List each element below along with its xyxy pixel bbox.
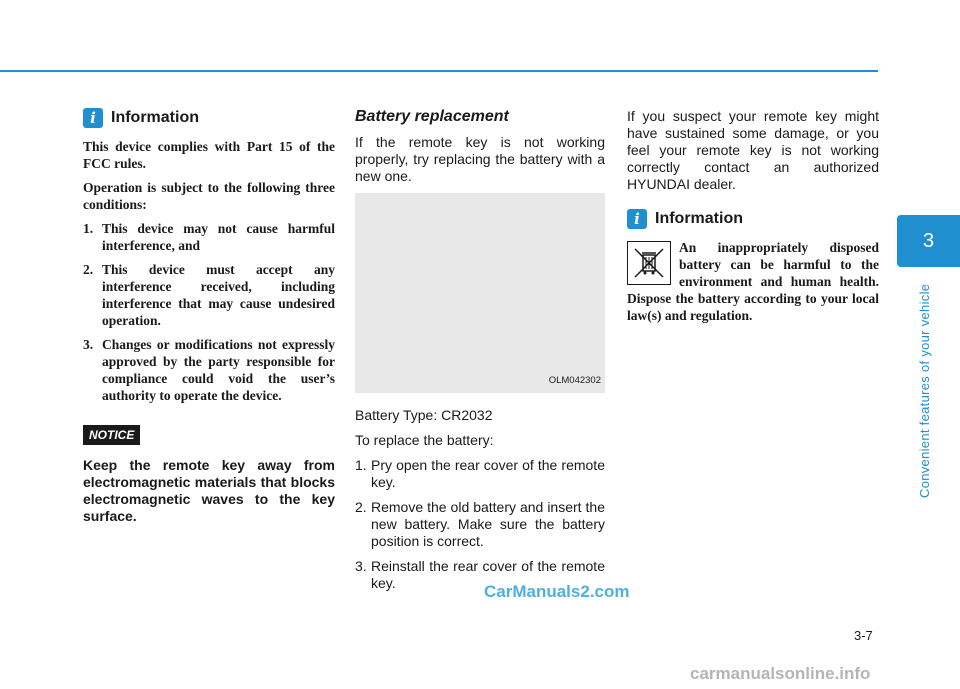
list-number: 3. <box>355 558 367 574</box>
disposal-information <box>627 239 879 324</box>
list-item <box>83 336 335 404</box>
chapter-tab <box>897 215 960 267</box>
list-number: 1. <box>355 457 367 473</box>
crossed-bin-icon <box>627 241 671 285</box>
battery-type: Battery Type: CR2032 <box>355 407 493 423</box>
info-header <box>627 209 879 229</box>
list-number: 1. <box>83 221 94 236</box>
chapter-title: Convenient features of your vehicle <box>917 283 932 498</box>
notice-text: Keep the remote key away from electromagnetic materials that blocks electromagnetic waves to the key surface. <box>83 457 335 524</box>
footer-site: carmanualsonline.info <box>690 664 871 683</box>
info-title: Information <box>111 109 199 126</box>
list-item <box>355 457 605 491</box>
list-item <box>355 499 605 550</box>
list-text: Pry open the rear cover of the remote key. <box>371 457 605 490</box>
conditions-intro: Operation is subject to the following three conditions: <box>83 180 335 212</box>
fcc-information <box>83 138 335 404</box>
list-text: This device must accept any interference received, including interference that may cause undesired operation. <box>102 262 335 328</box>
list-number: 3. <box>83 337 94 352</box>
column-left <box>83 108 335 525</box>
page-number: 3-7 <box>854 628 873 643</box>
disposal-text: An inappropriately disposed battery can be harmful to the environment and human health. Dispose the battery according to your local law(s) and regulation. <box>627 240 879 323</box>
column-middle <box>355 108 605 600</box>
list-number: 2. <box>83 262 94 277</box>
info-title: Information <box>655 210 743 227</box>
steps-intro: To replace the battery: <box>355 432 494 448</box>
list-item <box>83 220 335 254</box>
list-text: Remove the old battery and insert the new battery. Make sure the battery position is correct. <box>371 499 605 549</box>
conditions-list <box>83 220 335 404</box>
fcc-paragraph: This device complies with Part 15 of the FCC rules. <box>83 139 335 171</box>
list-text: This device may not cause harmful interference, and <box>102 221 335 253</box>
info-icon: i <box>83 108 103 128</box>
battery-intro: If the remote key is not working properly, try replacing the battery with a new one. <box>355 134 605 184</box>
list-text: Reinstall the rear cover of the remote key. <box>371 558 605 591</box>
damage-paragraph: If you suspect your remote key might have sustained some damage, or you feel your remote key is not working correctly contact an authorized HYUNDAI dealer. <box>627 108 879 192</box>
chapter-number: 3 <box>922 229 935 252</box>
section-title: Battery replacement <box>355 108 509 125</box>
header-rule <box>0 70 878 72</box>
list-text: Changes or modifications not expressly approved by the party responsible for compliance could void the user’s authority to operate the device. <box>102 337 335 403</box>
figure-caption: OLM042302 <box>548 375 601 386</box>
steps-list <box>355 457 605 592</box>
battery-section <box>355 134 605 592</box>
chapter-title-vertical <box>917 268 939 498</box>
info-icon: i <box>627 209 647 229</box>
column-right <box>627 108 879 324</box>
watermark: CarManuals2.com <box>484 582 630 601</box>
list-number: 2. <box>355 499 367 515</box>
notice-badge: NOTICE <box>83 425 140 445</box>
list-item <box>83 261 335 329</box>
info-header <box>83 108 335 128</box>
remote-key-figure <box>355 193 605 393</box>
damage-section <box>627 108 879 193</box>
